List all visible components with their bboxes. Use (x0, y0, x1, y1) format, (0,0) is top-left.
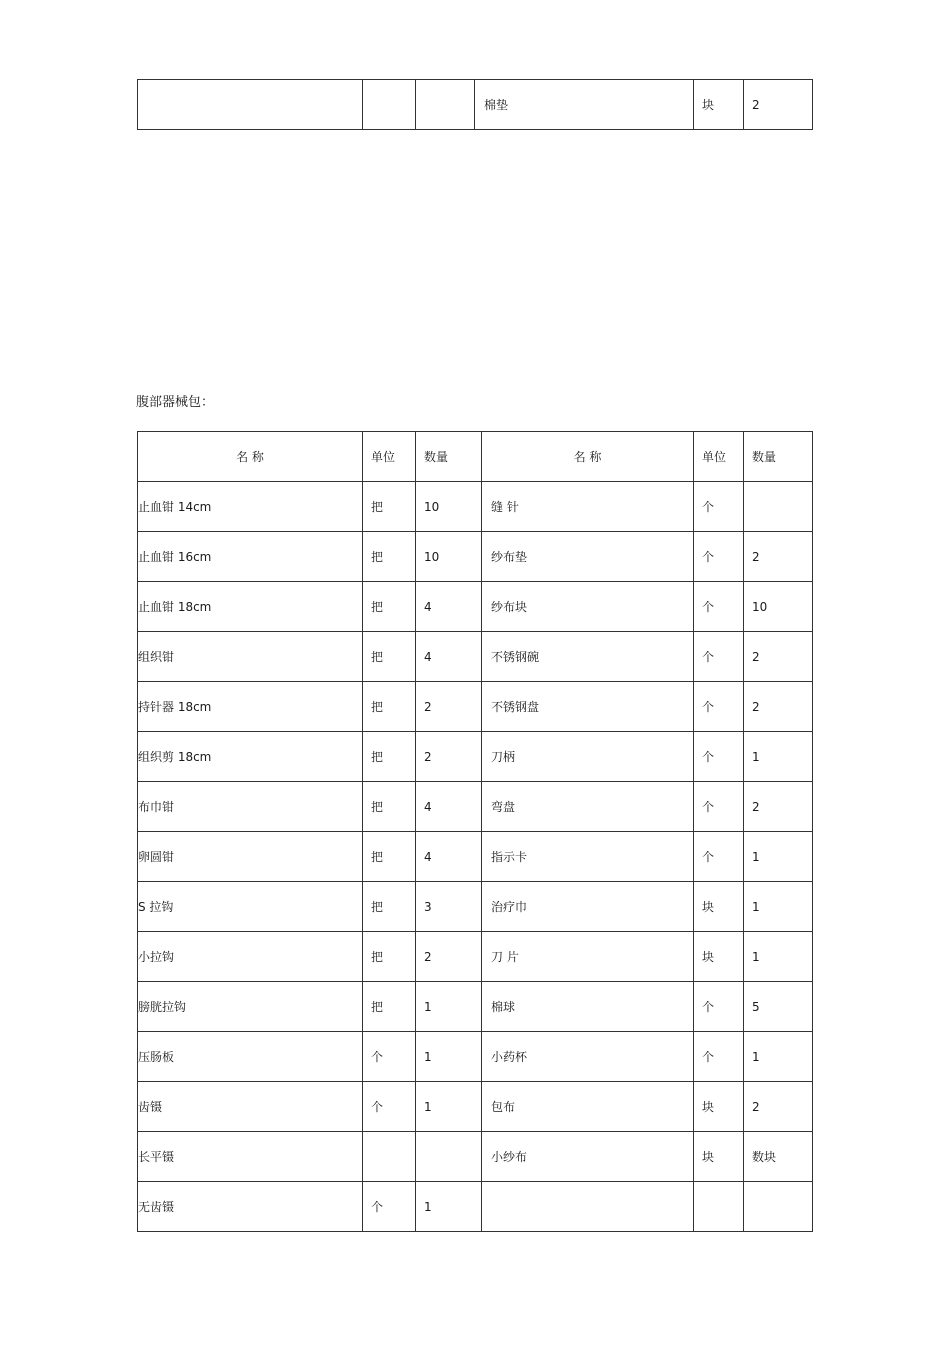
cell-name: 膀胱拉钩 (138, 982, 363, 1032)
cell-qty: 1 (416, 1182, 482, 1232)
cell-unit: 把 (363, 932, 416, 982)
cell-name: 止血钳 18cm (138, 582, 363, 632)
cell-unit: 个 (363, 1082, 416, 1132)
cell-unit (363, 80, 416, 130)
table-row (138, 80, 813, 130)
cell-qty-2: 2 (744, 80, 813, 130)
cell-qty: 1 (416, 982, 482, 1032)
cell-name: 组织钳 (138, 632, 363, 682)
cell-qty: 4 (416, 832, 482, 882)
cell-name-2: 不锈钢碗 (482, 632, 694, 682)
cell-qty-2: 10 (744, 582, 813, 632)
cell-qty-2: 2 (744, 1082, 813, 1132)
cell-unit: 个 (363, 1182, 416, 1232)
cell-qty-2: 1 (744, 932, 813, 982)
cell-qty: 4 (416, 632, 482, 682)
cell-unit: 个 (363, 1032, 416, 1082)
cell-qty (416, 80, 475, 130)
table-row (138, 1032, 813, 1082)
cell-name: 小拉钩 (138, 932, 363, 982)
table-row (138, 632, 813, 682)
cell-unit-2: 个 (694, 682, 744, 732)
cell-unit-2: 个 (694, 782, 744, 832)
cell-unit: 把 (363, 882, 416, 932)
cell-qty-2: 1 (744, 732, 813, 782)
cell-qty: 1 (416, 1082, 482, 1132)
table-row (138, 882, 813, 932)
instrument-table (137, 431, 813, 1232)
cell-qty-2 (744, 1182, 813, 1232)
cell-name-2: 治疗巾 (482, 882, 694, 932)
cell-name: 布巾钳 (138, 782, 363, 832)
cell-unit-2: 个 (694, 982, 744, 1032)
cell-qty-2 (744, 482, 813, 532)
cell-name-2: 小药杯 (482, 1032, 694, 1082)
table-row (138, 682, 813, 732)
cell-name-2: 弯盘 (482, 782, 694, 832)
cell-qty-2: 数块 (744, 1132, 813, 1182)
cell-qty: 10 (416, 482, 482, 532)
cell-name-2: 纱布垫 (482, 532, 694, 582)
cell-unit-2: 个 (694, 832, 744, 882)
cell-name: S 拉钩 (138, 882, 363, 932)
cell-qty-2: 2 (744, 632, 813, 682)
cell-name: 长平镊 (138, 1132, 363, 1182)
cell-name-2: 小纱布 (482, 1132, 694, 1182)
cell-name: 无齿镊 (138, 1182, 363, 1232)
table-row (138, 1082, 813, 1132)
cell-unit: 把 (363, 632, 416, 682)
header-qty-2: 数量 (744, 432, 813, 482)
cell-name (138, 80, 363, 130)
section-title: 腹部器械包： (136, 395, 215, 410)
cell-name-2: 刀 片 (482, 932, 694, 982)
header-name-2: 名 称 (482, 432, 694, 482)
header-unit-2: 单位 (694, 432, 744, 482)
table-row (138, 832, 813, 882)
header-qty: 数量 (416, 432, 482, 482)
header-row (138, 432, 813, 482)
header-unit: 单位 (363, 432, 416, 482)
cell-unit: 把 (363, 982, 416, 1032)
top-table (137, 79, 813, 130)
cell-unit: 把 (363, 582, 416, 632)
cell-unit-2: 块 (694, 882, 744, 932)
cell-qty-2: 1 (744, 882, 813, 932)
cell-qty-2: 2 (744, 782, 813, 832)
cell-name: 压肠板 (138, 1032, 363, 1082)
cell-qty: 1 (416, 1032, 482, 1082)
cell-name: 组织剪 18cm (138, 732, 363, 782)
cell-name-2: 棉垫 (475, 80, 694, 130)
cell-qty: 4 (416, 582, 482, 632)
table-row (138, 932, 813, 982)
cell-qty: 2 (416, 932, 482, 982)
table-row (138, 782, 813, 832)
cell-unit: 把 (363, 832, 416, 882)
cell-name: 持针器 18cm (138, 682, 363, 732)
cell-qty-2: 1 (744, 832, 813, 882)
cell-name-2: 包布 (482, 1082, 694, 1132)
cell-name: 止血钳 16cm (138, 532, 363, 582)
cell-qty-2: 2 (744, 532, 813, 582)
cell-name-2: 不锈钢盘 (482, 682, 694, 732)
cell-unit-2: 块 (694, 932, 744, 982)
cell-unit: 把 (363, 782, 416, 832)
cell-qty (416, 1132, 482, 1182)
cell-unit: 把 (363, 682, 416, 732)
cell-unit: 把 (363, 532, 416, 582)
cell-qty: 3 (416, 882, 482, 932)
cell-name-2: 指示卡 (482, 832, 694, 882)
table-row (138, 582, 813, 632)
table-row (138, 1182, 813, 1232)
table-row (138, 532, 813, 582)
cell-name: 齿镊 (138, 1082, 363, 1132)
table-row (138, 1132, 813, 1182)
cell-unit-2: 个 (694, 632, 744, 682)
cell-unit-2: 个 (694, 732, 744, 782)
table-row (138, 482, 813, 532)
cell-name: 卵圆钳 (138, 832, 363, 882)
table-row (138, 982, 813, 1032)
cell-unit-2: 个 (694, 582, 744, 632)
cell-name-2: 纱布块 (482, 582, 694, 632)
header-name: 名 称 (138, 432, 363, 482)
cell-name-2: 棉球 (482, 982, 694, 1032)
cell-unit-2 (694, 1182, 744, 1232)
cell-name-2: 缝 针 (482, 482, 694, 532)
cell-qty-2: 2 (744, 682, 813, 732)
table-row (138, 732, 813, 782)
cell-unit: 把 (363, 482, 416, 532)
cell-qty: 10 (416, 532, 482, 582)
cell-unit-2: 个 (694, 1032, 744, 1082)
cell-name-2: 刀柄 (482, 732, 694, 782)
cell-qty-2: 1 (744, 1032, 813, 1082)
cell-unit: 把 (363, 732, 416, 782)
cell-unit-2: 块 (694, 80, 744, 130)
cell-unit-2: 个 (694, 482, 744, 532)
cell-unit-2: 个 (694, 532, 744, 582)
cell-name-2 (482, 1182, 694, 1232)
cell-qty-2: 5 (744, 982, 813, 1032)
cell-unit-2: 块 (694, 1132, 744, 1182)
cell-qty: 4 (416, 782, 482, 832)
cell-qty: 2 (416, 732, 482, 782)
cell-unit-2: 块 (694, 1082, 744, 1132)
cell-name: 止血钳 14cm (138, 482, 363, 532)
cell-unit (363, 1132, 416, 1182)
cell-qty: 2 (416, 682, 482, 732)
